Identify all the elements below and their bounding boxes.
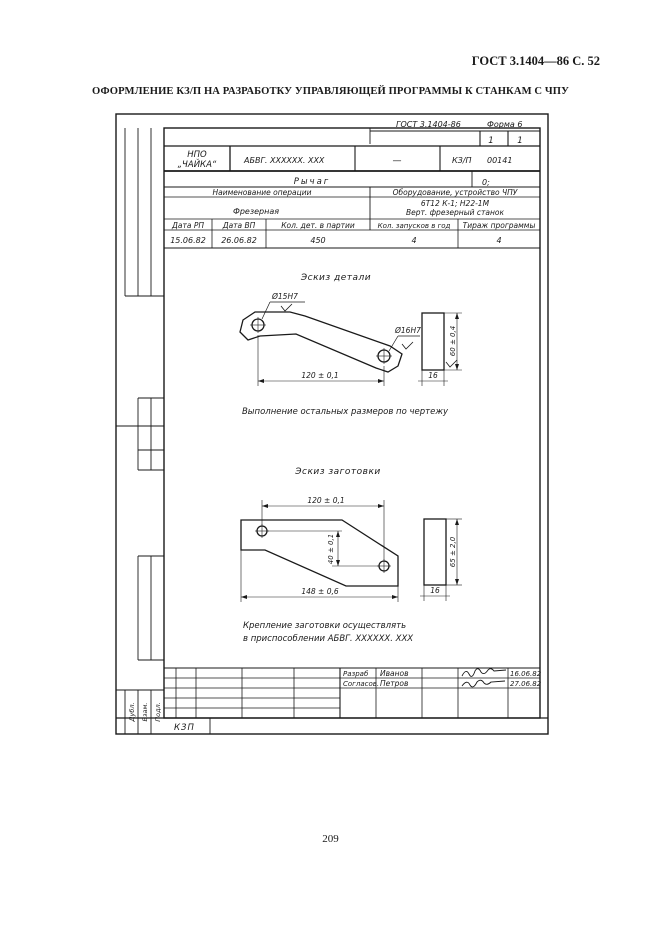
side-label-vzam: Взам.	[141, 702, 149, 722]
note-fixture-line1: Крепление заготовки осуществлять	[243, 621, 407, 631]
dim-length: 148 ± 0,6	[301, 587, 339, 596]
approver-signature	[462, 680, 505, 687]
blank-sketch	[241, 500, 462, 602]
col-launches: Кол. запусков в год	[377, 222, 451, 230]
date-vp: 26.06.82	[221, 236, 257, 245]
part-name: Рычаг	[293, 177, 331, 187]
launches-value: 4	[411, 236, 417, 245]
developer-date: 16.06.82	[510, 670, 542, 678]
note-dimensions: Выполнение остальных размеров по чертежу	[241, 407, 449, 417]
doc-code: АБВГ. XXXXXX. XXX	[244, 156, 325, 165]
date-rp: 15.06.82	[170, 236, 206, 245]
copies-value: 4	[496, 236, 502, 245]
sketch2-title: Эскиз заготовки	[295, 467, 381, 477]
col-qty: Кол. дет. в партии	[281, 221, 355, 230]
dim-height2: 65 ± 2,0	[449, 536, 457, 568]
kz-number: 00141	[487, 156, 513, 165]
part-side-view	[422, 313, 444, 370]
equipment-line2: Верт. фрезерный станок	[405, 208, 505, 217]
kz-label: КЗ/П	[452, 156, 472, 165]
note-fixture-line2: в приспособлении АБВГ. XXXXXX. XXX	[243, 634, 414, 644]
sheet-number: 1	[488, 136, 494, 146]
page-heading: ОФОРМЛЕНИЕ КЗ/П НА РАЗРАБОТКУ УПРАВЛЯЮЩЕЙ ПРОГРАММЫ К СТАНКАМ С ЧПУ	[91, 86, 569, 97]
role-developer: Разраб	[343, 670, 369, 678]
developer-name: Иванов	[380, 669, 409, 678]
dim-vertical: 40 ± 0,1	[327, 533, 335, 565]
blank-side-view	[424, 519, 446, 585]
dash-field: —	[392, 156, 402, 166]
blank-contour	[241, 520, 398, 586]
equipment-line1: 6Т12 К-1; Н22-1М	[420, 199, 490, 208]
org-line2: „ЧАЙКА“	[177, 160, 217, 170]
dim-hole1: Ø15Н7	[272, 292, 298, 301]
col-date-rp: Дата РП	[172, 221, 204, 230]
approver-date: 27.06.82	[510, 680, 542, 688]
side-label-dubl: Дубл.	[128, 702, 136, 722]
footer-code: КЗП	[174, 723, 195, 733]
page-number: 209	[322, 833, 339, 845]
dim-top: 120 ± 0,1	[307, 496, 345, 505]
qty-value: 450	[310, 236, 326, 245]
form-number: Форма 6	[487, 120, 523, 129]
dim-thick2: 16	[430, 586, 440, 595]
standard-reference: ГОСТ 3.1404—86 С. 52	[471, 54, 600, 68]
equipment-header: Оборудование, устройство ЧПУ	[392, 188, 518, 197]
operation-name: Фрезерная	[232, 207, 280, 216]
role-approver: Согласов.	[343, 680, 380, 688]
part-zero: 0;	[482, 178, 490, 187]
developer-signature	[462, 669, 506, 677]
sheets-total: 1	[517, 136, 523, 146]
dim-center: 120 ± 0,1	[301, 371, 339, 380]
op-name-header: Наименование операции	[212, 188, 312, 197]
part-contour	[240, 312, 402, 372]
col-date-vp: Дата ВП	[222, 221, 256, 230]
side-label-podl: Подл.	[154, 702, 162, 722]
dim-thick1: 16	[428, 371, 438, 380]
dim-height1: 60 ± 0,4	[449, 325, 457, 357]
dim-hole2: Ø16Н7	[395, 326, 421, 335]
org-line1: НПО	[187, 150, 207, 160]
gost-label: ГОСТ 3.1404-86	[396, 120, 461, 129]
sketch1-title: Эскиз детали	[300, 273, 372, 283]
col-copies: Тираж программы	[462, 221, 536, 230]
approver-name: Петров	[380, 679, 409, 688]
